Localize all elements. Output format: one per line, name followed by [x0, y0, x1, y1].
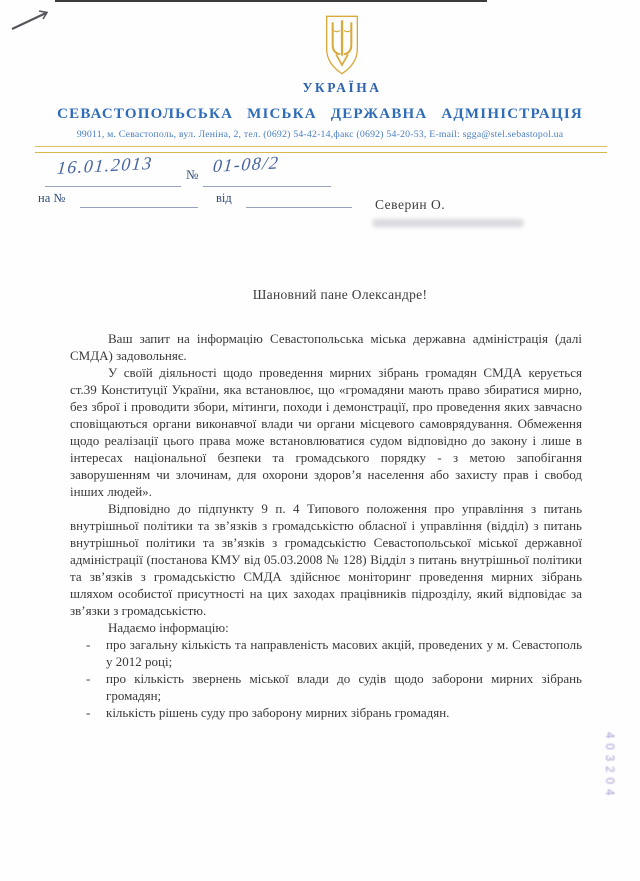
reply-from-date-label: від [216, 191, 232, 205]
paragraph-monitoring-regulation: Відповідно до підпункту 9 п. 4 Типового положення про управління з питань внутрішньої політики та зв’язків з громадськістю обласної і управління (відділ) з питань внутрішньої політики та зв’язків з громадськістю Севастопольської міської державної адміністрації (постанова КМУ від 05.03.2008 № 128) Відділ з питань внутрішньої політики та зв’язків з громадськістю СМДА здійснює моніторинг проведення мирних зібрань шляхом особистої присутності на цих заходах працівників підрозділу, який відповідає за зв’язки з громадськістю. [70, 501, 582, 618]
salutation: Шановний пане Олександре! [252, 287, 428, 302]
list-dash-marker: - [86, 705, 91, 720]
paragraph-providing-info: Надаємо інформацію: [108, 620, 229, 635]
reply-to-number-label: на № [38, 191, 66, 205]
paragraph-request-satisfied: Ваш запит на інформацію Севастопольська міська державна адміністрація (далі СМДА) задовольняє. [70, 331, 582, 363]
organization-name: СЕВАСТОПОЛЬСЬКА МІСЬКА ДЕРЖАВНА АДМІНІСТРАЦІЯ [57, 106, 583, 122]
date-underline [45, 185, 181, 187]
list-item [70, 670, 582, 704]
double-gold-rule [35, 146, 607, 153]
scan-artifact-top-edge [55, 0, 487, 2]
list-item-text: кількість рішень суду про заборону мирних зібрань громадян. [106, 705, 450, 720]
number-sign-label: № [186, 167, 199, 182]
list-item [70, 704, 582, 721]
reply-from-date-underline [246, 206, 352, 208]
list-item [70, 636, 582, 670]
reply-to-number-underline [80, 206, 198, 208]
handwritten-outgoing-number: 01-08/2 [212, 152, 281, 176]
paragraph-constitution-art39: У своїй діяльності щодо проведення мирних зібрань громадян СМДА керується ст.39 Конституції України, яка встановлює, що «громадяни мають право збиратися мирно, без зброї і проводити збори, мітинги, походи і демонстрації, про проведення яких завчасно сповіщаються органи виконавчої влади чи органи місцевого самоврядування. Обмеження щодо реалізації цього права може встановлюватися судом відповідно до закону і лише в інтересах національної безпеки та громадського порядку - з метою запобігання заворушенням чи злочинам, для охорони здоров’я населення або захисту прав і свобод інших людей». [70, 365, 582, 499]
number-underline [203, 185, 331, 187]
organization-contact-line: 99011, м. Севастополь, вул. Леніна, 2, тел. (0692) 54-42-14,факс (0692) 54-20-53, E-mail: sgga@stel.sebastopol.ua [76, 129, 564, 140]
pen-checkmark-icon [8, 6, 56, 34]
registration-stamp-number: 403204 [603, 732, 615, 801]
letter-body [70, 330, 582, 721]
information-list [70, 636, 582, 721]
addressee-name: Северин О. [375, 197, 446, 212]
country-title: УКРАЇНА [302, 80, 382, 95]
list-item-text: про кількість звернень міської влади до судів щодо заборони мирних зібрань громадян; [106, 671, 582, 703]
redacted-address-smudge [372, 219, 524, 227]
list-dash-marker: - [86, 637, 91, 652]
list-item-text: про загальну кількість та направленість масових акцій, проведених у м. Севастополь у 2012 році; [106, 637, 582, 669]
handwritten-date: 16.01.2013 [56, 152, 154, 178]
list-dash-marker: - [86, 671, 91, 686]
coat-of-arms-trident-icon [322, 14, 362, 76]
